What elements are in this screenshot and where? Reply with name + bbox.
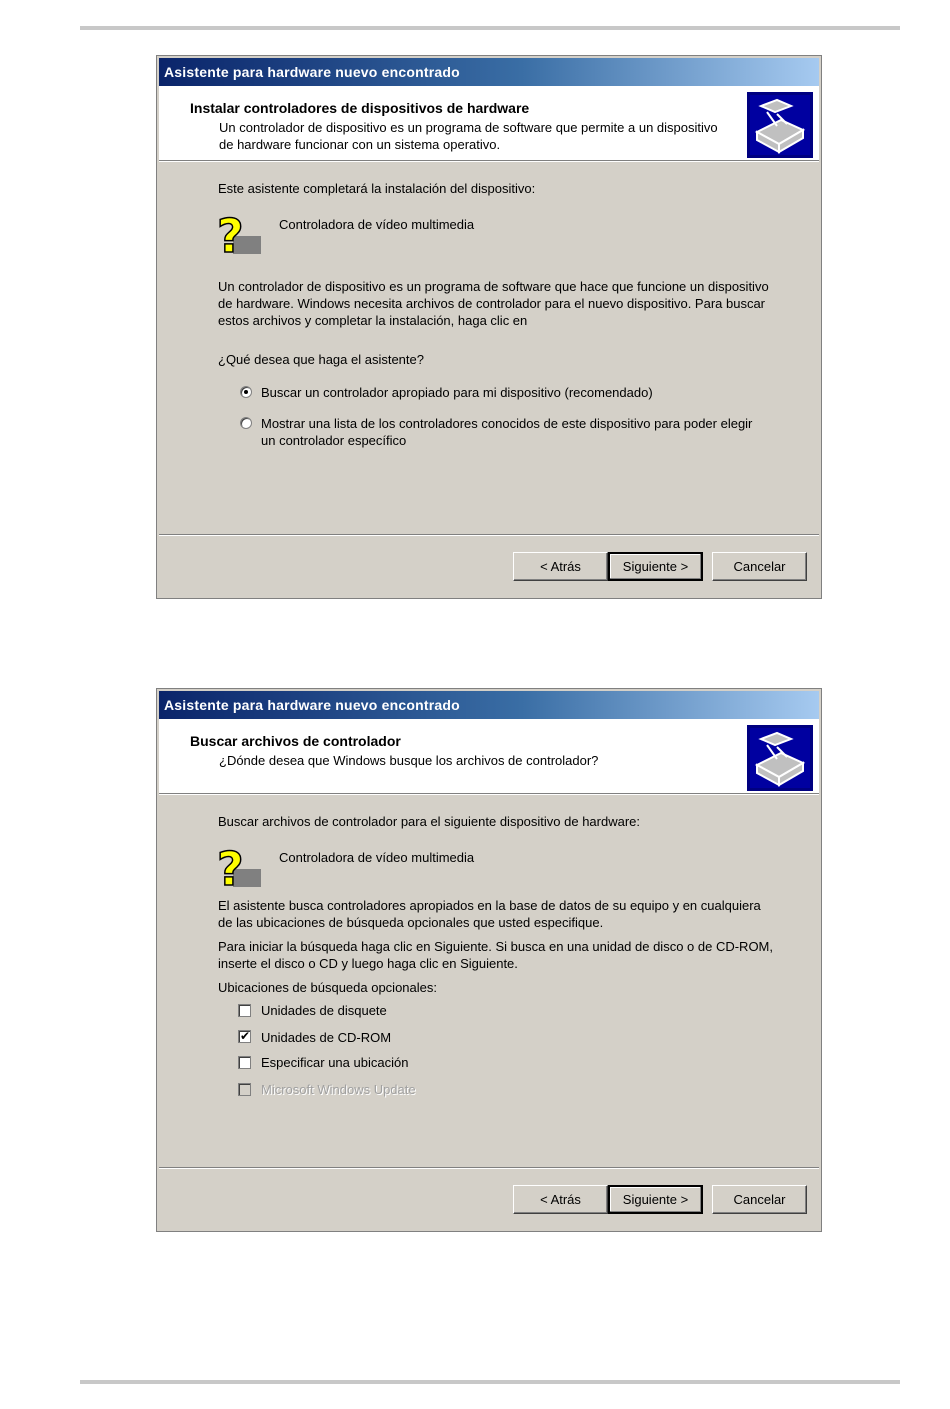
footer-separator: [159, 534, 819, 536]
next-button[interactable]: Siguiente >: [608, 1185, 703, 1214]
wizard-dialog-search-drivers: [156, 688, 822, 1232]
intro-text: Este asistente completará la instalación del dispositivo:: [218, 181, 536, 196]
intro-text: Buscar archivos de controlador para el siguiente dispositivo de hardware:: [218, 814, 641, 829]
device-name: Controladora de vídeo multimedia: [279, 217, 475, 232]
wizard-dialog-install-drivers: [156, 55, 822, 599]
wizard-header: [159, 719, 819, 794]
checkbox-cdrom-label[interactable]: Unidades de CD-ROM: [261, 1030, 392, 1045]
header-subtitle: ¿Dónde desea que Windows busque los archivos de controlador?: [219, 753, 599, 768]
radio-show-list[interactable]: [240, 417, 252, 429]
bottom-page-rule: [80, 1380, 900, 1384]
locations-label: Ubicaciones de búsqueda opcionales:: [218, 980, 437, 995]
top-page-rule: [80, 26, 900, 30]
unknown-device-question-icon: [215, 841, 265, 893]
checkbox-specify-location-label[interactable]: Especificar una ubicación: [261, 1055, 409, 1070]
back-button[interactable]: < Atrás: [513, 1185, 608, 1214]
svg-text:?: ?: [217, 209, 244, 260]
header-title: Buscar archivos de controlador: [190, 733, 401, 749]
footer-separator: [159, 1167, 819, 1169]
header-title: Instalar controladores de dispositivos de hardware: [190, 100, 530, 116]
unknown-device-question-icon: [215, 208, 265, 260]
hardware-wizard-icon: [747, 725, 813, 791]
hardware-wizard-icon: [747, 92, 813, 158]
search-paragraph-2: Para iniciar la búsqueda haga clic en Siguiente. Si busca en una unidad de disco o de CD-ROM, inserte el disco o CD y luego haga clic en Siguiente.: [218, 939, 774, 971]
radio-search-driver[interactable]: [240, 386, 252, 398]
checkbox-windows-update-label: Microsoft Windows Update: [261, 1082, 416, 1097]
checkbox-floppy-label[interactable]: Unidades de disquete: [261, 1003, 387, 1018]
next-button[interactable]: Siguiente >: [608, 552, 703, 581]
radio-show-list-label[interactable]: Mostrar una lista de los controladores conocidos de este dispositivo para poder elegir un controlador específico: [261, 416, 753, 448]
checkmark-icon: ✔: [240, 1029, 251, 1043]
window-title: Asistente para hardware nuevo encontrado: [159, 58, 819, 86]
cancel-button[interactable]: Cancelar: [712, 552, 807, 581]
checkbox-windows-update: [238, 1083, 251, 1096]
wizard-header: [159, 86, 819, 161]
driver-description: Un controlador de dispositivo es un programa de software que hace que funcione un dispositivo de hardware. Windows necesita archivos de controlador para el nuevo dispositivo. Para buscar estos archivos y completar la instalación, haga clic en: [218, 279, 769, 328]
radio-search-driver-label[interactable]: Buscar un controlador apropiado para mi dispositivo (recomendado): [261, 385, 653, 400]
wizard-question: ¿Qué desea que haga el asistente?: [218, 352, 424, 367]
back-button[interactable]: < Atrás: [513, 552, 608, 581]
window-title: Asistente para hardware nuevo encontrado: [159, 691, 819, 719]
checkbox-cdrom[interactable]: [238, 1030, 251, 1043]
header-subtitle: Un controlador de dispositivo es un programa de software que permite a un dispositivo de hardware funcionar con un sistema operativo.: [219, 120, 718, 152]
device-name: Controladora de vídeo multimedia: [279, 850, 475, 865]
checkbox-floppy[interactable]: [238, 1004, 251, 1017]
svg-text:?: ?: [217, 842, 244, 893]
cancel-button[interactable]: Cancelar: [712, 1185, 807, 1214]
checkbox-specify-location[interactable]: [238, 1056, 251, 1069]
search-paragraph-1: El asistente busca controladores apropiados en la base de datos de su equipo y en cualquiera de las ubicaciones de búsqueda opcionales que usted especifique.: [218, 898, 761, 930]
